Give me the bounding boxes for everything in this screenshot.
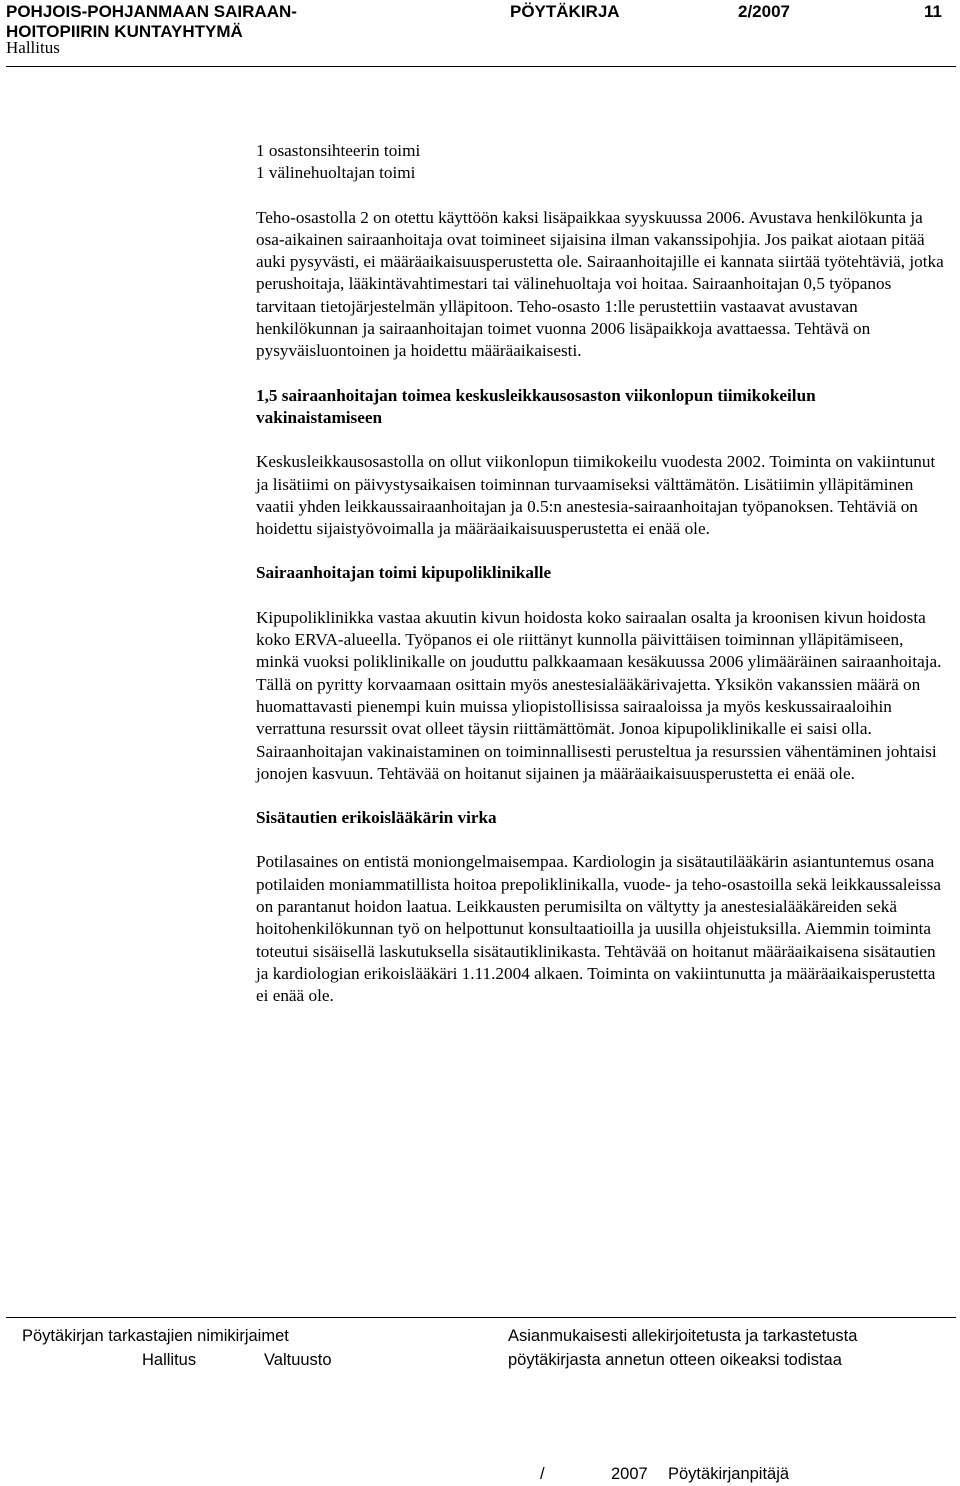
- paragraph: Kipupoliklinikka vastaa akuutin kivun hoidosta koko sairaalan osalta ja kroonisen kivun hoidosta koko ERVA-alueella. Työpanos ei ole riittänyt kunnolla päivittäisen toiminnan ylläpitämiseen, minkä vuoksi poliklinikalle on jouduttu palkkaamaan kesäkuussa 2006 ylimääräinen sairaanhoitaja. Tällä on pyritty korvaamaan osittain myös anestesialääkärivajetta. Yksikön vakanssien määrä on huomattavasti pienempi kuin muissa yliopistollisissa sairaaloissa ja myös keskussairaaloihin verrattuna resurssit ovat olleet täysin riittämättömät. Jonoa kipupoliklinikalle ei saisi olla. Sairaanhoitajan vakinaistaminen on toiminnallisesti perusteltua ja resurssien vähentäminen johtaisi jonojen kasvuun. Tehtävää on hoitanut sijainen ja määräaikaisuusperustetta ei enää ole.: [256, 607, 942, 783]
- paragraph: Potilasaines on entistä moniongelmaisempaa. Kardiologin ja sisätautilääkärin asiantuntemus osana potilaiden moniammatillista hoitoa prepoliklinikalla, vuode- ja teho-osastoilla sekä leikkaussaleissa on parantanut hoidon laatua. Leikkausten perumisilta on vältytty ja anestesialääkäreiden sekä hoitohenkilökunnan työ on helpottunut konsultaatioilla ja uusilla ohjeistuksilla. Aiemmin toiminta toteutui sisäisellä laskutuksella sisätautiklinikasta. Tehtävää on hoitanut määräaikaisena sisätautien ja kardiologian erikoislääkäri 1.11.2004 alkaen. Toiminta on vakiintunutta ja määräaikaisperustetta ei enää ole.: [256, 852, 941, 1006]
- organization-name-line2: HOITOPIIRIN KUNTAYHTYMÄ: [6, 22, 243, 41]
- list-item: 1 osastonsihteerin toimi: [256, 141, 421, 160]
- list-item: 1 välinehuoltajan toimi: [256, 163, 416, 183]
- footer-divider: [6, 1317, 956, 1318]
- paragraph: Teho-osastolla 2 on otettu käyttöön kaksi lisäpaikkaa syyskuussa 2006. Avustava henkilökunta ja osa-aikainen sairaanhoitaja ovat toimineet sijaisina ilman vakanssipohjia. Jos paikat aiotaan pitää auki pysyvästi, ei määräaikaisuusperustetta ole. Sairaanhoitajille ei kannata siirtää työtehtäviä, jotka perushoitaja, lääkintävahtimestari tai välinehuoltaja voi hoitaa. Sairaanhoitajan 0,5 työpanos tarvitaan tietojärjestelmän ylläpitoon. Teho-osasto 1:lle perustettiin vastaavat avustavan henkilökunnan ja sairaanhoitajan toimet vuonna 2006 lisäpaikkoja avattaessa. Tehtävä on pysyväisluontoinen ja hoidettu määräaikaisesti.: [256, 207, 944, 361]
- document-type: PÖYTÄKIRJA: [510, 2, 620, 21]
- document-number: 2/2007: [738, 2, 790, 21]
- body-name: Hallitus: [6, 38, 60, 57]
- section-heading: 1,5 sairaanhoitajan toimea keskusleikkausosaston viikonlopun tiimikokeilun vakinaistamiseen: [256, 385, 816, 427]
- document-body: [256, 140, 946, 1008]
- footer-col-hallitus: Hallitus: [142, 1351, 197, 1369]
- footer-date-slash: /: [540, 1465, 545, 1483]
- footer-signer: Pöytäkirjanpitäjä: [668, 1465, 790, 1483]
- page-number: 11: [924, 2, 942, 21]
- organization-name-line1: POHJOIS-POHJANMAAN SAIRAAN-: [6, 2, 297, 21]
- section-heading: Sairaanhoitajan toimi kipupoliklinikalle: [256, 563, 552, 583]
- footer-year: 2007: [611, 1465, 648, 1483]
- footer-certification-line2: pöytäkirjasta annetun otteen oikeaksi todistaa: [508, 1351, 842, 1369]
- section-heading: Sisätautien erikoislääkärin virka: [256, 808, 497, 828]
- header-divider: [6, 66, 956, 67]
- footer-certification-line1: Asianmukaisesti allekirjoitetusta ja tarkastetusta: [508, 1327, 858, 1345]
- footer-col-valtuusto: Valtuusto: [264, 1351, 332, 1369]
- footer-reviewers-title: Pöytäkirjan tarkastajien nimikirjaimet: [22, 1327, 289, 1345]
- paragraph: Keskusleikkausosastolla on ollut viikonlopun tiimikokeilu vuodesta 2002. Toiminta on vakiintunut ja lisätiimi on päivystysaikaisen toiminnan turvaamiseksi välttämätön. Lisätiimin ylläpitäminen vaatii yhden leikkaussairaanhoitajan ja 0.5:n anestesia-sairaanhoitajan työpanoksen. Tehtäviä on hoidettu sijaistyövoimalla ja määräaikaisuusperustetta ei enää ole.: [256, 452, 936, 539]
